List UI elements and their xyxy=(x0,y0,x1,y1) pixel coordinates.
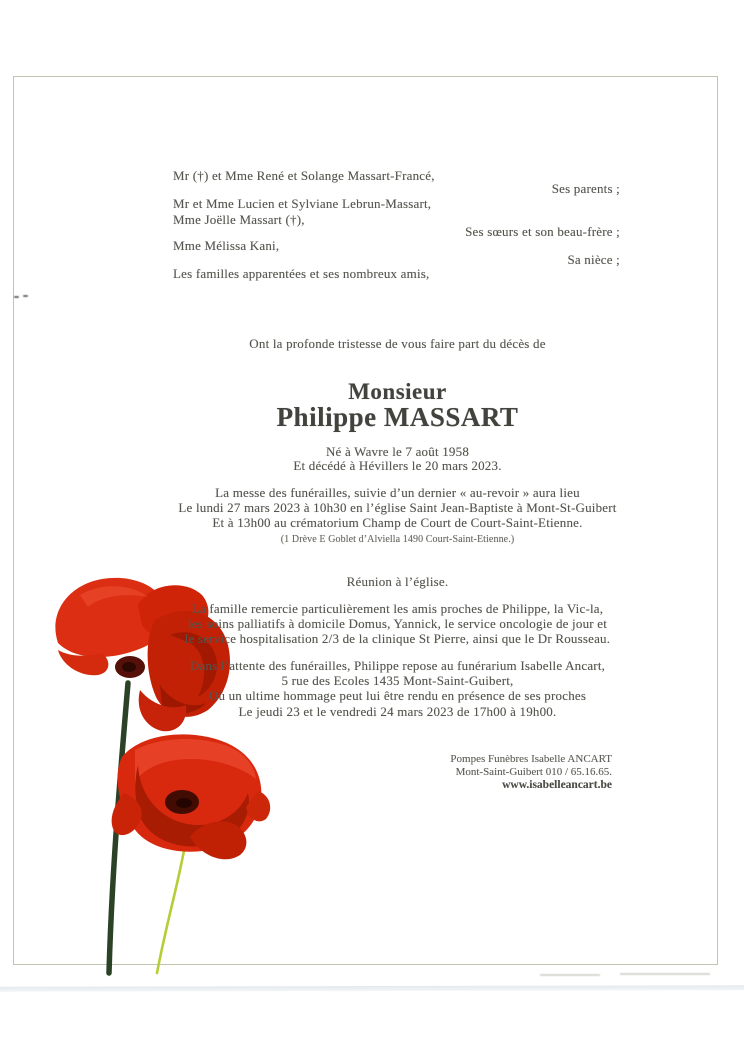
small-poppy xyxy=(112,734,271,859)
family-line-1: Mr (†) et Mme René et Solange Massart-Francé, xyxy=(173,168,435,183)
visitation-paragraph xyxy=(140,658,655,719)
thanks-paragraph xyxy=(140,601,655,647)
visitation-line-2: 5 rue des Ecoles 1435 Mont-Saint-Guibert, xyxy=(281,673,514,689)
scan-dash xyxy=(620,973,710,975)
funeral-home-website: www.isabelleancart.be xyxy=(502,779,612,791)
relation-parents: Ses parents ; xyxy=(551,181,620,196)
relation-sisters: Ses sœurs et son beau-frère ; xyxy=(465,224,620,239)
family-line-2: Mr et Mme Lucien et Sylviane Lebrun-Massart, xyxy=(173,196,432,211)
intro-line: Ont la profonde tristesse de vous faire part du décès de xyxy=(249,336,546,351)
yellow-green-stem xyxy=(157,845,185,973)
scan-dash xyxy=(540,974,600,976)
visitation-line-1: Dans l’attente des funérailles, Philippe repose au funérarium Isabelle Ancart, xyxy=(189,658,606,673)
deceased-title: Monsieur xyxy=(348,379,447,404)
relation-niece: Sa nièce ; xyxy=(567,252,620,267)
ceremony-address-note: (1 Drève E Goblet d’Alviella 1490 Court-Saint-Etienne.) xyxy=(280,534,515,545)
deceased-name: Philippe MASSART xyxy=(276,402,519,432)
birth-line: Né à Wavre le 7 août 1958 xyxy=(325,444,470,459)
ceremony-line-2: Le lundi 27 mars 2023 à 10h30 en l’église Saint Jean-Baptiste à Mont-St-Guibert xyxy=(178,500,617,516)
family-line-4: Mme Mélissa Kani, xyxy=(173,238,280,253)
scan-smudge xyxy=(14,294,30,299)
funeral-home-block xyxy=(380,753,612,792)
visitation-line-3: Où un ultime hommage peut lui être rendu en présence de ses proches xyxy=(208,688,587,704)
meeting-line: Réunion à l’église. xyxy=(346,574,449,589)
ceremony-line-1: La messe des funérailles, suivie d’un dernier « au-revoir » aura lieu xyxy=(215,485,580,500)
thanks-line-3: le service hospitalisation 2/3 de la clinique St Pierre, ainsi que le Dr Rousseau. xyxy=(184,631,611,647)
thanks-line-1: La famille remercie particulièrement les amis proches de Philippe, la Vic-la, xyxy=(191,601,604,616)
funeral-home-name: Pompes Funèbres Isabelle ANCART xyxy=(450,753,612,765)
funeral-home-phone: Mont-Saint-Guibert 010 / 65.16.65. xyxy=(455,766,612,778)
family-line-5: Les familles apparentées et ses nombreux amis, xyxy=(173,266,430,281)
visitation-line-4: Le jeudi 23 et le vendredi 24 mars 2023 de 17h00 à 19h00. xyxy=(238,703,557,719)
thanks-line-2: les soins palliatifs à domicile Domus, Yannick, le service oncologie de jour et xyxy=(187,616,608,632)
ceremony-paragraph xyxy=(140,485,655,531)
death-line: Et décédé à Hévillers le 20 mars 2023. xyxy=(293,458,502,473)
scan-band xyxy=(0,985,744,992)
family-line-3: Mme Joëlle Massart (†), xyxy=(173,212,305,227)
ceremony-line-3: Et à 13h00 au crématorium Champ de Court de Court-Saint-Etienne. xyxy=(212,515,583,531)
